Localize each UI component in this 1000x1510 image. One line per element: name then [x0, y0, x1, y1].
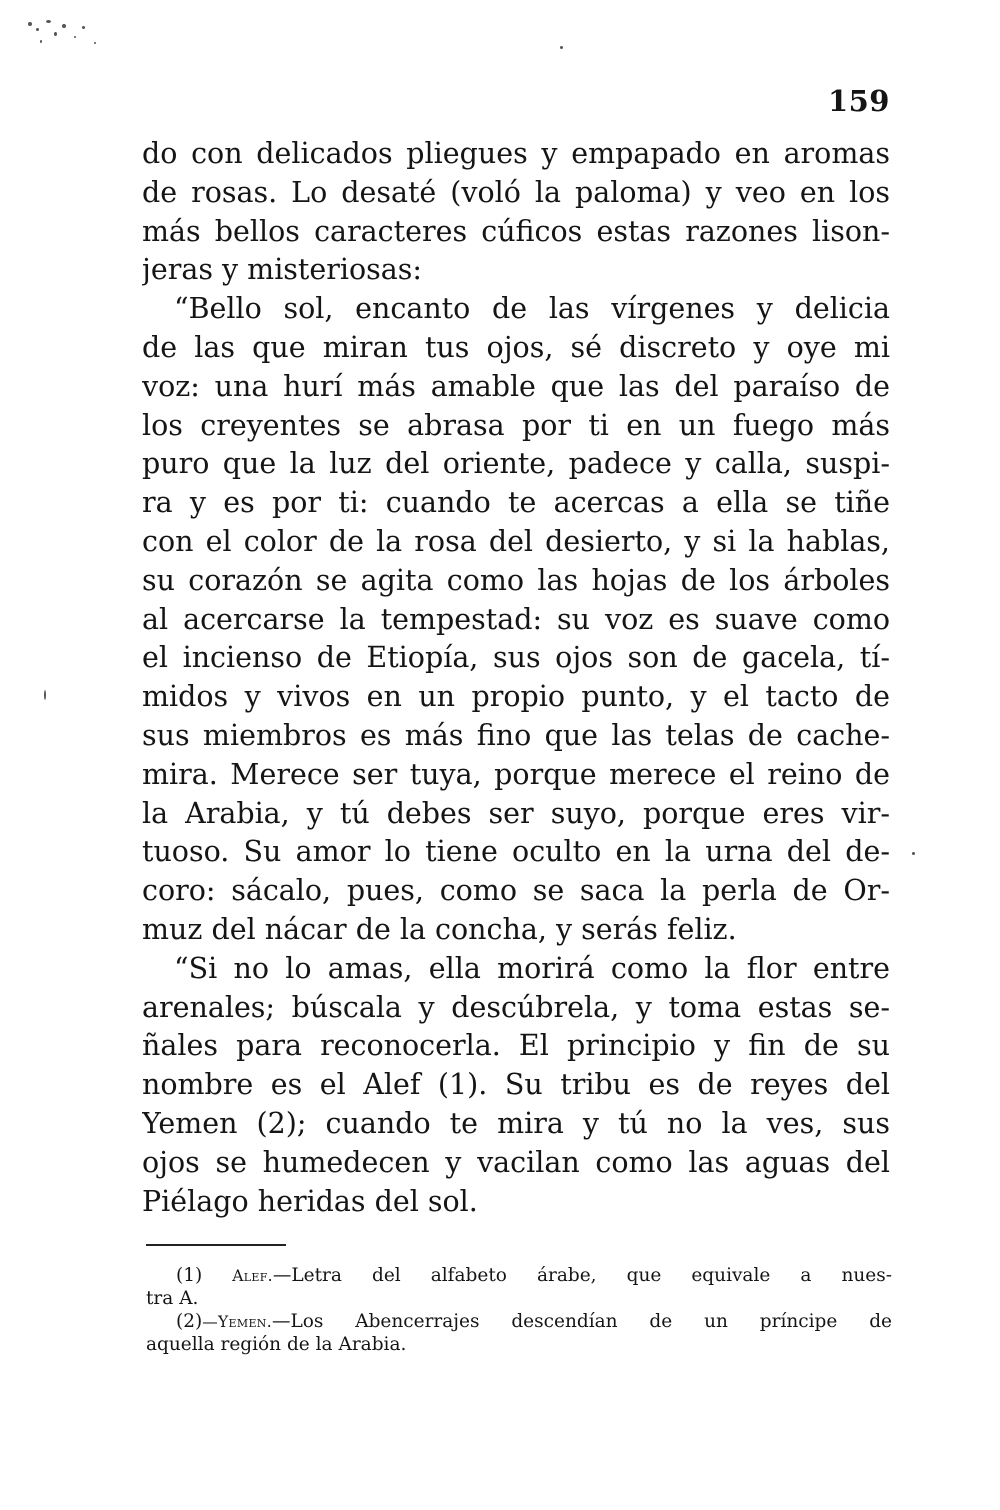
text-line: do con delicados pliegues y empapado en aromas — [142, 137, 890, 170]
text-line: ojos se humedecen y vacilan como las aguas del — [142, 1145, 890, 1179]
text-line: sus miembros es más fino que las telas de cache- — [142, 718, 890, 752]
footnote-separator — [146, 1244, 286, 1246]
footnote-marker: (1) — [176, 1265, 203, 1286]
text-line: jeras y misteriosas: — [142, 253, 422, 287]
text-line: Yemen (2); cuando te mira y tú no la ves, sus — [142, 1106, 890, 1140]
scan-speck — [560, 46, 563, 49]
footnote-text: —Los Abencerrajes descendían de un príncipe de — [271, 1311, 892, 1332]
text-line: el incienso de Etiopía, sus ojos son de gacela, tí- — [142, 641, 890, 675]
footnote-term: Alef. — [232, 1267, 273, 1285]
text-line: mira. Merece ser tuya, porque merece el reino de — [142, 757, 890, 791]
text-line: al acercarse la tempestad: su voz es suave como — [142, 602, 890, 636]
text-line: de las que miran tus ojos, sé discreto y oye mi — [142, 330, 890, 364]
footnote-term: —Yemen. — [202, 1313, 272, 1331]
body-text — [142, 135, 890, 1221]
text-line: “Si no lo amas, ella morirá como la flor entre — [174, 951, 890, 985]
scan-noise — [22, 12, 112, 52]
text-line: más bellos caracteres cúficos estas razones lison- — [142, 214, 890, 248]
text-line: “Bello sol, encanto de las vírgenes y delicia — [174, 292, 890, 326]
footnote-1-continued: tra A. — [146, 1288, 199, 1309]
text-line: ra y es por ti: cuando te acercas a ella se tiñe — [142, 486, 890, 520]
text-line: los creyentes se abrasa por ti en un fuego más — [142, 408, 890, 442]
text-line: Piélago heridas del sol. — [142, 1184, 478, 1218]
text-line: midos y vivos en un propio punto, y el tacto de — [142, 680, 890, 714]
text-line: coro: sácalo, pues, como se saca la perla de Or- — [142, 874, 890, 908]
footnote-text: —Letra del alfabeto árabe, que equivale a nues- — [272, 1265, 892, 1286]
footnotes — [146, 1264, 892, 1356]
page-number: 159 — [827, 84, 890, 118]
text-line: la Arabia, y tú debes ser suyo, porque eres vir- — [142, 796, 890, 830]
footnote-2 — [146, 1310, 892, 1333]
text-line: nombre es el Alef (1). Su tribu es de reyes del — [142, 1068, 890, 1102]
text-line: puro que la luz del oriente, padece y calla, suspi- — [142, 447, 890, 481]
text-line: ñales para reconocerla. El principio y fin de su — [142, 1029, 890, 1063]
text-line: con el color de la rosa del desierto, y si la hablas, — [142, 524, 890, 558]
scan-speck — [912, 852, 915, 855]
text-line: tuoso. Su amor lo tiene oculto en la urna del de- — [142, 835, 890, 869]
text-line: de rosas. Lo desaté (voló la paloma) y veo en los — [142, 175, 890, 209]
footnote-1 — [146, 1264, 892, 1287]
footnote-2-continued: aquella región de la Arabia. — [146, 1334, 407, 1355]
footnote-marker: (2) — [176, 1311, 203, 1332]
text-line: arenales; búscala y descúbrela, y toma estas se- — [142, 990, 890, 1024]
scan-speck — [44, 690, 46, 700]
text-line: voz: una hurí más amable que las del paraíso de — [142, 369, 890, 403]
text-line: muz del nácar de la concha, y serás feliz. — [142, 912, 737, 946]
text-line: su corazón se agita como las hojas de los árboles — [142, 563, 890, 597]
